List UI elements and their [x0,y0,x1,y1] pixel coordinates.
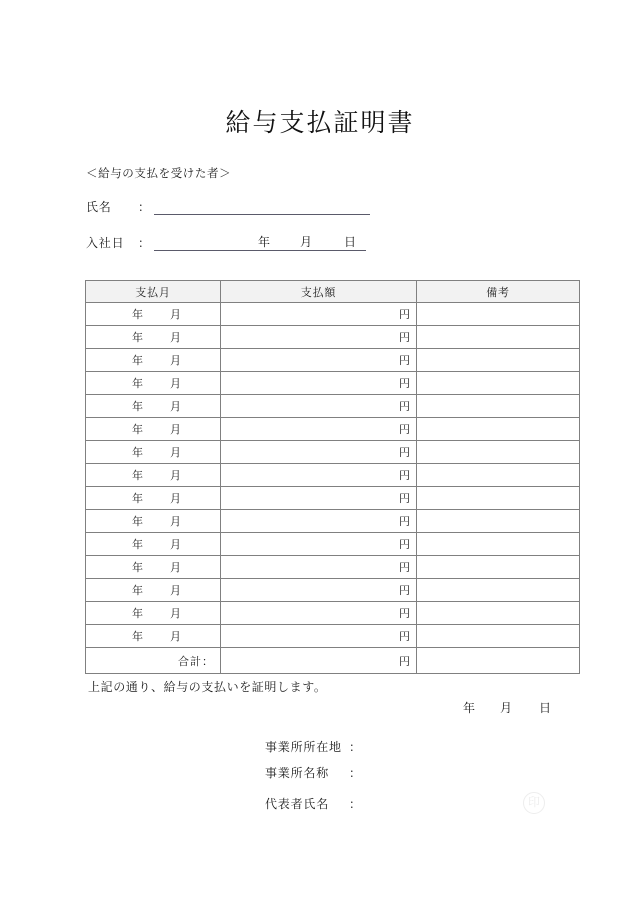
employer-representative-colon: ： [349,797,362,811]
join-date-colon: ： [138,236,151,250]
payment-month-cell[interactable] [86,533,221,556]
row-month-marker: 月 [170,446,181,459]
table-row [86,556,580,579]
row-year-marker: 年 [132,331,143,344]
payment-table-body [86,303,580,648]
payment-amount-cell[interactable]: 円 [221,510,417,533]
row-month-marker: 月 [170,331,181,344]
employer-representative-row [265,795,362,812]
payment-amount-cell[interactable]: 円 [221,487,417,510]
payment-table-foot [86,648,580,674]
total-amount-cell[interactable]: 円 [221,648,417,674]
seal-stamp-icon: 印 [523,792,545,814]
payment-month-cell[interactable] [86,418,221,441]
employer-address-row [265,738,362,755]
employer-block [265,738,362,821]
remarks-cell[interactable] [417,533,580,556]
total-label: 合計： [86,648,221,674]
remarks-cell[interactable] [417,395,580,418]
remarks-cell[interactable] [417,510,580,533]
table-row [86,464,580,487]
table-row [86,303,580,326]
row-year-marker: 年 [132,607,143,620]
employer-address-label: 事業所所在地 [265,740,342,754]
row-year-marker: 年 [132,423,143,436]
table-row [86,395,580,418]
payment-amount-cell[interactable]: 円 [221,349,417,372]
employer-representative-label: 代表者氏名 [265,797,330,811]
row-year-marker: 年 [132,400,143,413]
remarks-cell[interactable] [417,326,580,349]
payment-amount-cell[interactable]: 円 [221,533,417,556]
row-month-marker: 月 [170,538,181,551]
join-date-ymd-markers [154,234,366,250]
table-row [86,487,580,510]
row-year-marker: 年 [132,354,143,367]
payment-month-cell[interactable] [86,464,221,487]
employer-name-colon: ： [349,766,362,780]
join-date-label: 入社日 [86,236,125,250]
row-month-marker: 月 [170,400,181,413]
row-year-marker: 年 [132,538,143,551]
payment-month-cell[interactable] [86,441,221,464]
remarks-cell[interactable] [417,487,580,510]
recipient-join-date-field [86,234,366,251]
recipient-name-field [86,198,370,215]
row-year-marker: 年 [132,377,143,390]
payment-month-cell[interactable] [86,602,221,625]
payment-amount-cell[interactable]: 円 [221,556,417,579]
row-year-marker: 年 [132,515,143,528]
column-header-payment-month: 支払月 [86,281,221,303]
payment-amount-cell[interactable]: 円 [221,464,417,487]
table-row [86,372,580,395]
remarks-cell[interactable] [417,418,580,441]
row-month-marker: 月 [170,423,181,436]
remarks-cell[interactable] [417,441,580,464]
payment-amount-cell[interactable]: 円 [221,441,417,464]
join-date-input-line[interactable] [154,235,366,251]
payment-table [85,280,580,674]
row-month-marker: 月 [170,630,181,643]
payment-month-cell[interactable] [86,372,221,395]
payment-month-cell[interactable] [86,395,221,418]
row-year-marker: 年 [132,630,143,643]
page-title: 給与支払証明書 [225,108,415,137]
row-month-marker: 月 [170,377,181,390]
table-row [86,349,580,372]
remarks-cell[interactable] [417,556,580,579]
payment-month-cell[interactable] [86,579,221,602]
table-row [86,510,580,533]
join-date-month-marker: 月 [300,235,313,249]
row-month-marker: 月 [170,354,181,367]
payment-month-cell[interactable] [86,326,221,349]
row-month-marker: 月 [170,308,181,321]
recipient-name-input-line[interactable] [154,199,370,215]
row-month-marker: 月 [170,607,181,620]
remarks-cell[interactable] [417,372,580,395]
join-date-year-marker: 年 [258,235,271,249]
column-header-payment-amount: 支払額 [221,281,417,303]
table-row [86,326,580,349]
certification-date-line [455,699,555,717]
row-year-marker: 年 [132,492,143,505]
payment-amount-cell[interactable]: 円 [221,303,417,326]
payment-amount-cell[interactable]: 円 [221,372,417,395]
row-year-marker: 年 [132,469,143,482]
row-year-marker: 年 [132,584,143,597]
row-year-marker: 年 [132,446,143,459]
payment-month-cell[interactable] [86,556,221,579]
payment-amount-cell[interactable]: 円 [221,579,417,602]
employer-name-row [265,764,362,781]
employer-name-label: 事業所名称 [265,766,330,780]
row-month-marker: 月 [170,492,181,505]
recipient-name-colon: ： [138,200,151,214]
total-note-cell[interactable] [417,648,580,674]
payment-amount-cell[interactable]: 円 [221,418,417,441]
remarks-cell[interactable] [417,349,580,372]
certification-year-marker: 年 [463,701,476,715]
table-row [86,602,580,625]
join-date-day-marker: 日 [344,235,357,249]
certification-statement: 上記の通り、給与の支払いを証明します。 [88,680,327,694]
table-row [86,579,580,602]
payment-amount-cell[interactable]: 円 [221,625,417,648]
total-row [86,648,580,674]
payment-month-cell[interactable] [86,625,221,648]
payment-table-head [86,281,580,303]
table-row [86,418,580,441]
payment-month-cell[interactable] [86,349,221,372]
remarks-cell[interactable] [417,464,580,487]
remarks-cell[interactable] [417,579,580,602]
table-row [86,533,580,556]
payment-month-cell[interactable] [86,487,221,510]
remarks-cell[interactable] [417,303,580,326]
table-row [86,625,580,648]
payment-amount-cell[interactable]: 円 [221,326,417,349]
row-year-marker: 年 [132,308,143,321]
recipient-section-heading: ＜給与の支払を受けた者＞ [86,166,232,180]
row-month-marker: 月 [170,515,181,528]
remarks-cell[interactable] [417,625,580,648]
payment-amount-cell[interactable]: 円 [221,395,417,418]
row-month-marker: 月 [170,561,181,574]
payment-table-header-row [86,281,580,303]
certification-month-marker: 月 [500,701,513,715]
table-row [86,441,580,464]
recipient-name-label: 氏名 [86,200,112,214]
payment-amount-cell[interactable]: 円 [221,602,417,625]
row-year-marker: 年 [132,561,143,574]
certification-day-marker: 日 [539,701,552,715]
employer-address-colon: ： [349,740,362,754]
payment-month-cell[interactable] [86,510,221,533]
column-header-remarks: 備考 [417,281,580,303]
payment-month-cell[interactable] [86,303,221,326]
row-month-marker: 月 [170,469,181,482]
remarks-cell[interactable] [417,602,580,625]
row-month-marker: 月 [170,584,181,597]
